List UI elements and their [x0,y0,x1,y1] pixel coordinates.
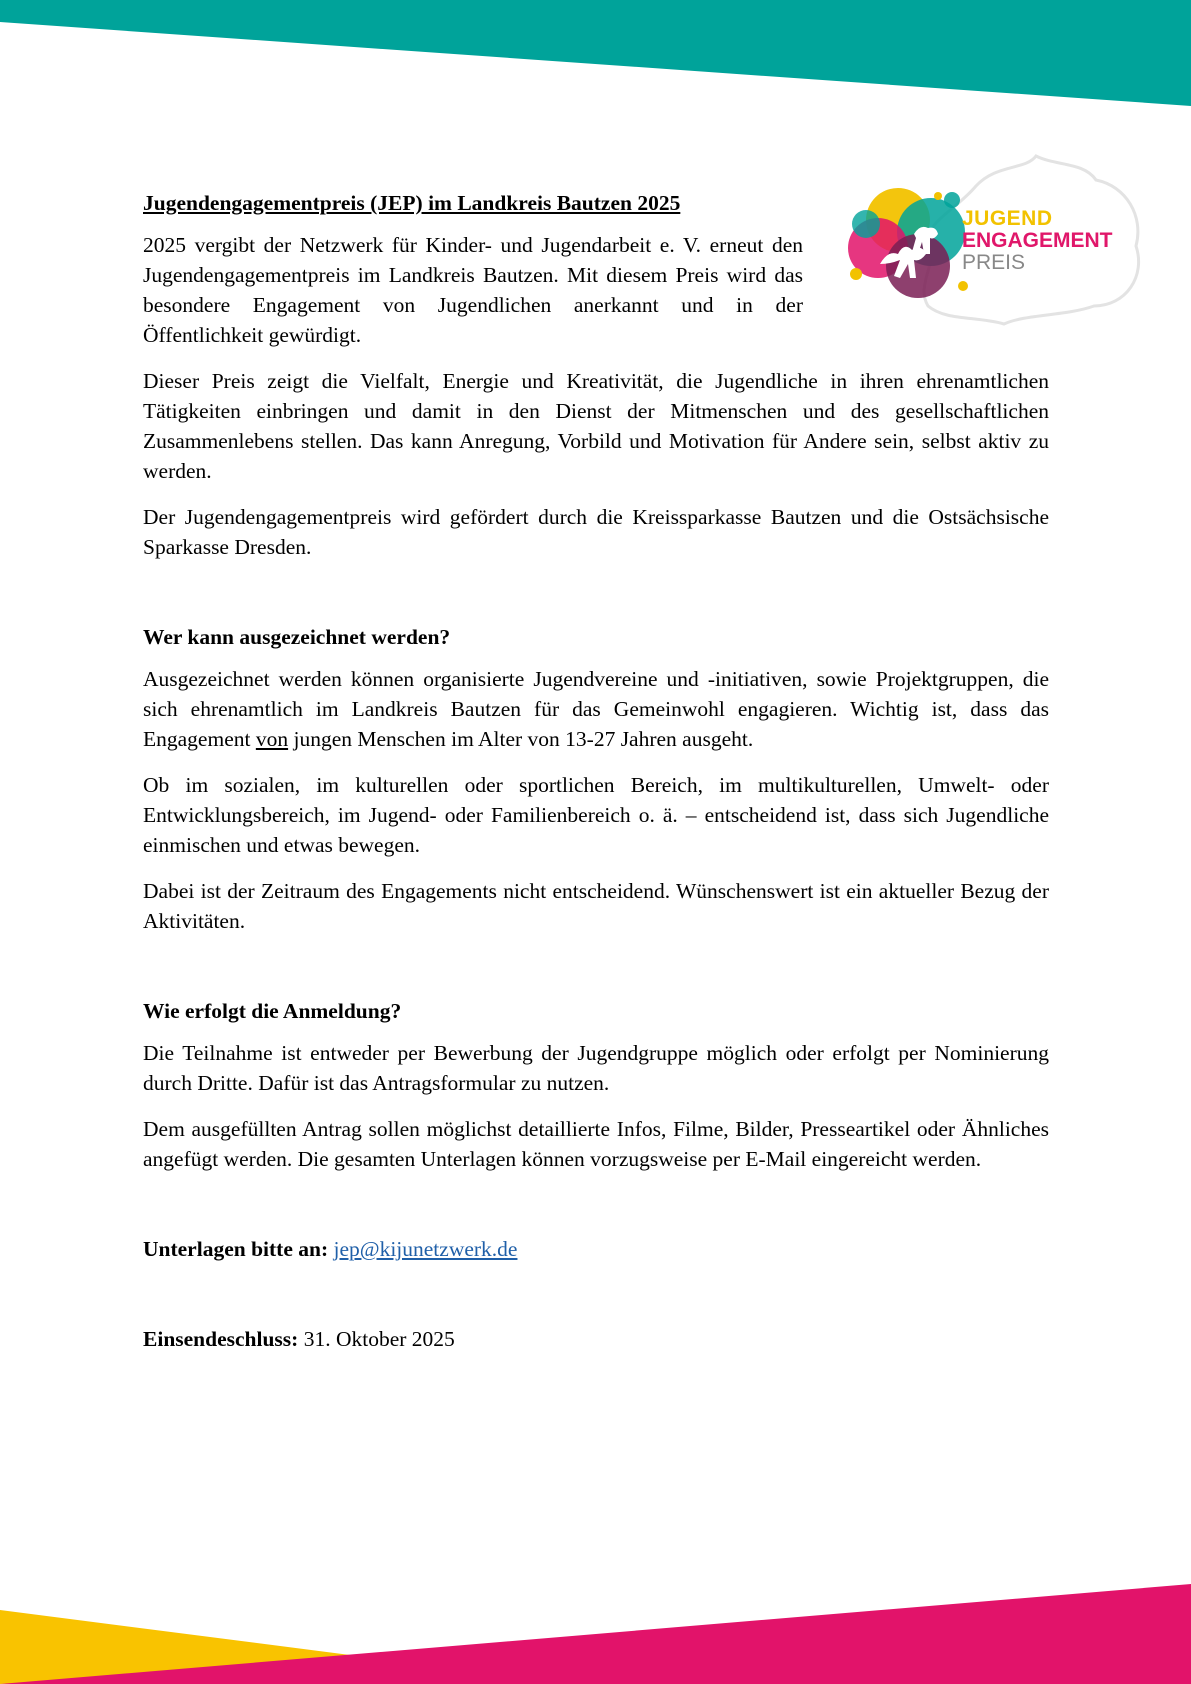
deadline-line [143,1324,1049,1354]
who-1-underlined: von [255,727,289,751]
paragraph-who-3: Dabei ist der Zeitraum des Engagements nicht entscheidend. Wünschenswert ist ein aktueller Bezug der Aktivitäten. [143,879,1049,933]
deadline-value: 31. Oktober 2025 [303,1327,455,1351]
paragraph-who-1 [143,664,1049,754]
paragraph-who-2: Ob im sozialen, im kulturellen oder sportlichen Bereich, im multikulturellen, Umwelt- oder Entwicklungsbereich, im Jugend- oder Familienbereich o. ä. – entscheidend ist, dass sich Jugendliche einmischen und etwas bewegen. [143,773,1049,857]
who-1-text-b: jungen Menschen im Alter von 13-27 Jahren ausgeht. [288,727,754,751]
logo-line-2: ENGAGEMENT [962,229,1113,252]
bottom-color-band [0,1574,1191,1684]
document-body [143,188,1049,1354]
top-teal-band [0,0,1191,110]
who-1-text-a: Ausgezeichnet werden können organisierte Jugendvereine und -initiativen, sowie Projektgruppen, die sich ehrenamtlich im Landkreis Bautzen für das Gemeinwohl engagieren. Wichtig ist, dass das Engagement [143,667,1049,751]
document-title: Jugendengagementpreis (JEP) im Landkreis Bautzen 2025 [143,191,681,215]
deadline-label: Einsendeschluss: [143,1327,299,1351]
paragraph-foerderung: Der Jugendengagementpreis wird gefördert durch die Kreissparkasse Bautzen und die Ostsächsische Sparkasse Dresden. [143,505,1049,559]
contact-email-link[interactable]: jep@kijunetzwerk.de [333,1237,518,1261]
paragraph-how-1: Die Teilnahme ist entweder per Bewerbung der Jugendgruppe möglich oder erfolgt per Nominierung durch Dritte. Dafür ist das Antragsformular zu nutzen. [143,1041,1049,1095]
heading-how: Wie erfolgt die Anmeldung? [143,999,402,1023]
contact-line [143,1234,1049,1264]
intro-paragraph: 2025 vergibt der Netzwerk für Kinder- und Jugendarbeit e. V. erneut den Jugendengagementpreis im Landkreis Bautzen. Mit diesem Preis wird das besondere Engagement von Jugendlichen anerkannt und in der Öffentlichkeit gewürdigt. [143,233,803,347]
logo-line-3: PREIS [962,251,1026,274]
contact-label: Unterlagen bitte an: [143,1237,329,1261]
paragraph-vielfalt: Dieser Preis zeigt die Vielfalt, Energie und Kreativität, die Jugendliche in ihren ehrenamtlichen Tätigkeiten einbringen und damit in den Dienst der Mitmenschen und des gesellschaftlichen Zusammenlebens stellen. Das kann Anregung, Vorbild und Motivation für Andere sein, selbst aktiv zu werden. [143,369,1049,483]
logo-line-1: JUGEND [962,207,1053,230]
heading-who: Wer kann ausgezeichnet werden? [143,625,451,649]
paragraph-how-2: Dem ausgefüllten Antrag sollen möglichst detaillierte Infos, Filme, Bilder, Presseartikel oder Ähnliches angefügt werden. Die gesamten Unterlagen können vorzugsweise per E-Mail eingereicht werden. [143,1117,1049,1171]
